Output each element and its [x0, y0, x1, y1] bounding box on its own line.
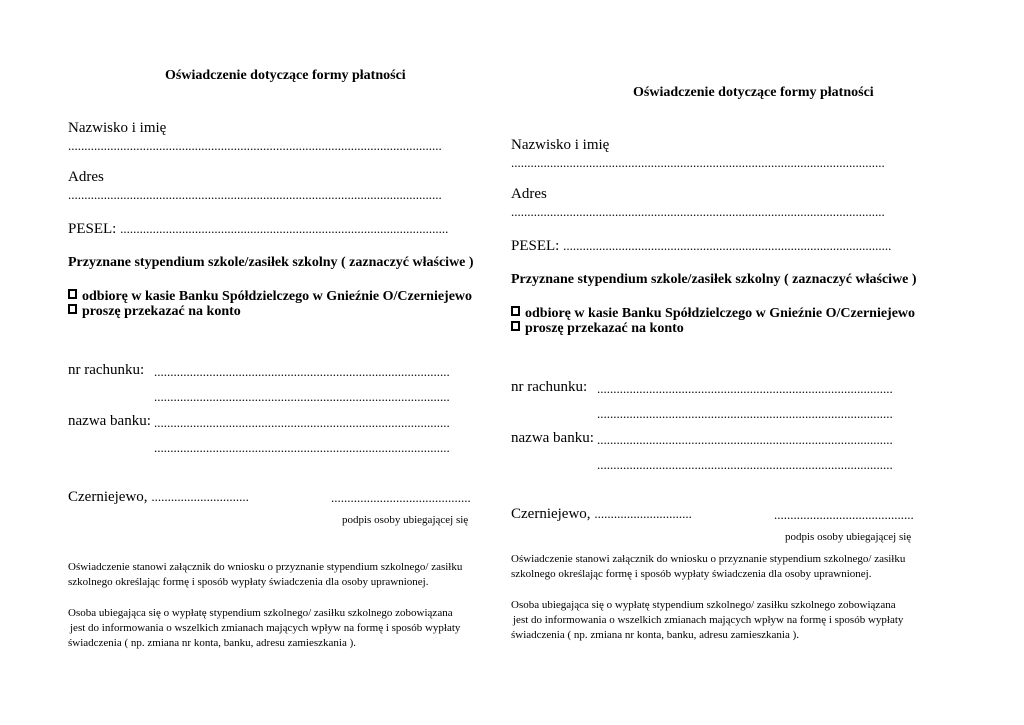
- address-label: Adres: [511, 186, 547, 202]
- bank-label: nazwa banku:: [511, 430, 594, 446]
- name-label: Nazwisko i imię: [511, 137, 610, 153]
- account-field-2[interactable]: ...........................................................................................: [597, 406, 893, 421]
- option-cash-label: odbiorę w kasie Banku Spółdzielczego w Gnieźnie O/Czerniejewo: [525, 306, 916, 321]
- bank-field-1[interactable]: ...........................................................................................: [154, 415, 450, 430]
- form-title: Oświadczenie dotyczące formy płatności: [633, 85, 874, 100]
- signature-caption: podpis osoby ubiegającej się: [342, 514, 469, 526]
- note-obligation-3: świadczenia ( np. zmiana nr konta, banku, adresu zamieszkania ).: [511, 629, 800, 641]
- signature-field[interactable]: ...........................................: [774, 507, 914, 522]
- name-label: Nazwisko i imię: [68, 120, 167, 136]
- place-date: [511, 506, 692, 523]
- signature-field[interactable]: ...........................................: [331, 490, 471, 505]
- account-field-1[interactable]: ...........................................................................................: [154, 364, 450, 379]
- note-obligation-3: świadczenia ( np. zmiana nr konta, banku, adresu zamieszkania ).: [68, 637, 357, 649]
- checkbox-transfer-icon[interactable]: [68, 304, 77, 314]
- option-cash[interactable]: [511, 306, 915, 322]
- stipend-heading: Przyznane stypendium szkole/zasiłek szkolny ( zaznaczyć właściwe ): [511, 272, 917, 287]
- note-attachment: Oświadczenie stanowi załącznik do wniosku o przyznanie stypendium szkolnego/ zasiłku szkolnego określając formę i sposób wypłaty świadczenia dla osoby uprawnionej.: [511, 553, 906, 580]
- pesel-label-text: PESEL:: [68, 221, 117, 237]
- name-field[interactable]: ...................................................................................................................: [68, 138, 442, 153]
- option-transfer[interactable]: [511, 321, 684, 337]
- pesel-label-text: PESEL:: [511, 238, 560, 254]
- form-title: Oświadczenie dotyczące formy płatności: [165, 68, 406, 83]
- signature-caption: podpis osoby ubiegającej się: [785, 531, 912, 543]
- note-attachment: Oświadczenie stanowi załącznik do wniosku o przyznanie stypendium szkolnego/ zasiłku szkolnego określając formę i sposób wypłaty świadczenia dla osoby uprawnionej.: [68, 561, 463, 588]
- bank-field-2[interactable]: ...........................................................................................: [154, 440, 450, 455]
- option-cash[interactable]: [68, 289, 472, 305]
- checkbox-cash-icon[interactable]: [68, 289, 77, 299]
- address-label: Adres: [68, 169, 104, 185]
- pesel-label: [511, 238, 891, 255]
- form-right: [511, 85, 941, 725]
- checkbox-cash-icon[interactable]: [511, 306, 520, 316]
- date-field[interactable]: ..............................: [151, 489, 249, 504]
- note-obligation-1: Osoba ubiegająca się o wypłatę stypendium szkolnego/ zasiłku szkolnego zobowiązana: [68, 607, 453, 619]
- pesel-field[interactable]: .....................................................................................................: [563, 238, 892, 253]
- pesel-label: [68, 221, 448, 238]
- checkbox-transfer-icon[interactable]: [511, 321, 520, 331]
- address-field[interactable]: ...................................................................................................................: [68, 187, 442, 202]
- note-obligation-2: jest do informowania o wszelkich zmianach mających wpływ na formę i sposób wypłaty: [70, 622, 461, 634]
- account-field-1[interactable]: ...........................................................................................: [597, 381, 893, 396]
- date-field[interactable]: ..............................: [594, 506, 692, 521]
- stipend-heading: Przyznane stypendium szkole/zasiłek szkolny ( zaznaczyć właściwe ): [68, 255, 474, 270]
- note-obligation-2: jest do informowania o wszelkich zmianach mających wpływ na formę i sposób wypłaty: [513, 614, 904, 626]
- bank-label: nazwa banku:: [68, 413, 151, 429]
- account-field-2[interactable]: ...........................................................................................: [154, 389, 450, 404]
- note-obligation-1: Osoba ubiegająca się o wypłatę stypendium szkolnego/ zasiłku szkolnego zobowiązana: [511, 599, 896, 611]
- account-label: nr rachunku:: [68, 362, 145, 378]
- option-transfer-label: proszę przekazać na konto: [82, 304, 241, 319]
- option-transfer-label: proszę przekazać na konto: [525, 321, 684, 336]
- account-label: nr rachunku:: [511, 379, 588, 395]
- pesel-field[interactable]: .....................................................................................................: [120, 221, 449, 236]
- bank-field-1[interactable]: ...........................................................................................: [597, 432, 893, 447]
- option-cash-label: odbiorę w kasie Banku Spółdzielczego w Gnieźnie O/Czerniejewo: [82, 289, 473, 304]
- place-label: Czerniejewo,: [511, 506, 591, 522]
- address-field[interactable]: ...................................................................................................................: [511, 204, 885, 219]
- place-label: Czerniejewo,: [68, 489, 148, 505]
- name-field[interactable]: ...................................................................................................................: [511, 155, 885, 170]
- option-transfer[interactable]: [68, 304, 241, 320]
- place-date: [68, 489, 249, 506]
- bank-field-2[interactable]: ...........................................................................................: [597, 457, 893, 472]
- form-left: [68, 68, 498, 708]
